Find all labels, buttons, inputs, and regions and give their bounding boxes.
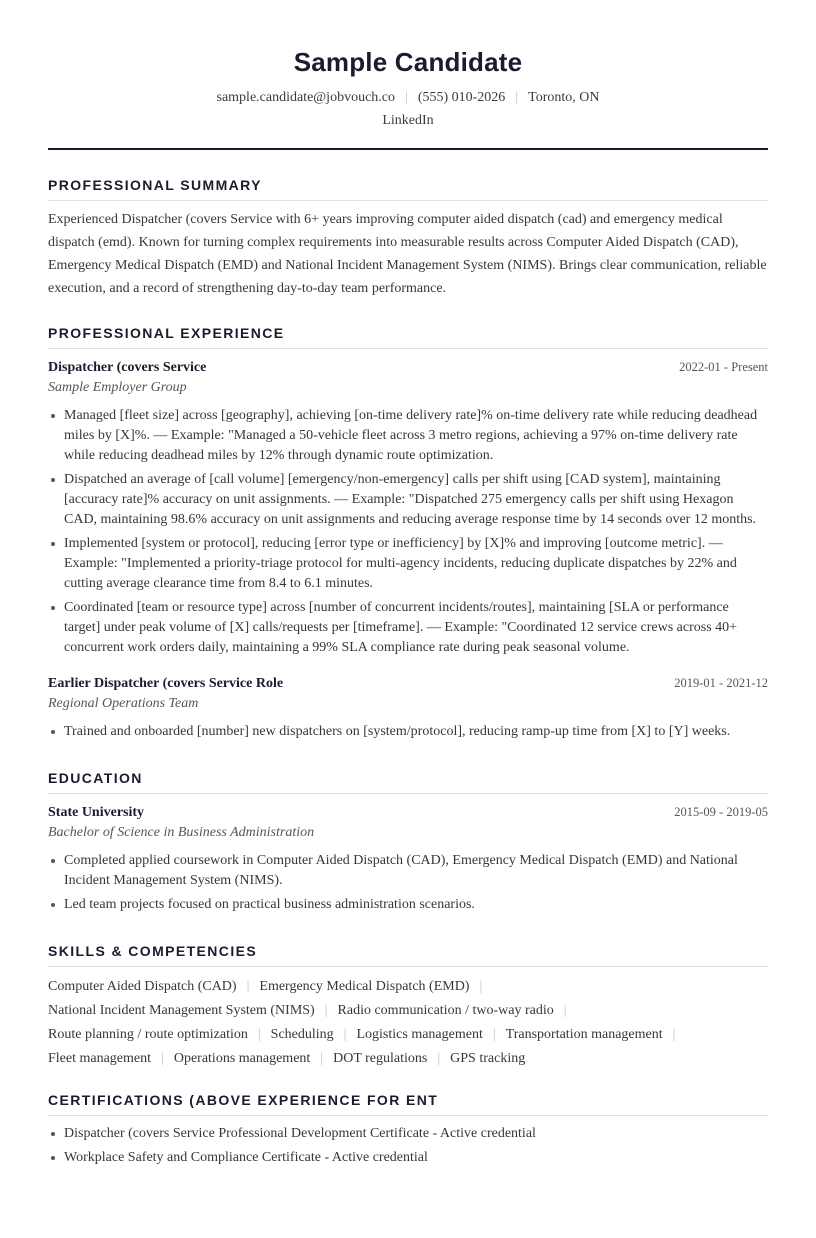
skill-tag: Computer Aided Dispatch (CAD) (48, 979, 237, 994)
summary-line: dispatch (emd). Known for turning complex requirements into measurable results across Computer Aided Dispatch (CAD), (48, 235, 739, 250)
skills-section (48, 942, 768, 1071)
bullet-item (48, 722, 768, 742)
bullet-line: cutting average clearance time from 8.4 to 6.1 minutes. (64, 576, 374, 591)
job-title: Dispatcher (covers Service (48, 360, 207, 375)
bullet-line: Led team projects focused on practical business administration scenarios. (64, 897, 475, 912)
bullet-item (48, 406, 768, 466)
skill-tag: Logistics management (356, 1027, 483, 1042)
linkedin-line (48, 113, 768, 129)
section-title: CERTIFICATIONS (ABOVE EXPERIENCE FOR ENT (48, 1092, 439, 1108)
education-header (48, 803, 768, 823)
section-title: SKILLS & COMPETENCIES (48, 943, 258, 959)
education-date: 2015-09 - 2019-05 (674, 805, 768, 819)
contact-separator: | (515, 90, 519, 105)
bullet-line: [accuracy rate]% accuracy on unit assignments. — Example: "Dispatched 275 emergency calls per shift using Hexagon (64, 492, 734, 507)
skill-tag: GPS tracking (450, 1051, 526, 1066)
job-date: 2019-01 - 2021-12 (674, 676, 768, 690)
skill-separator: | (324, 1003, 328, 1018)
bullet-item (48, 895, 768, 915)
education-section (48, 769, 768, 794)
section-divider (48, 1115, 768, 1116)
section-title: PROFESSIONAL SUMMARY (48, 177, 262, 193)
experience-section (48, 324, 768, 349)
skill-separator: | (492, 1027, 496, 1042)
bullet-item (48, 534, 768, 594)
skill-separator: | (246, 979, 250, 994)
contact-line (48, 89, 768, 106)
skill-tag: National Incident Management System (NIMS) (48, 1003, 315, 1018)
bullet-item (48, 598, 768, 658)
skills-row (48, 975, 768, 999)
summary-text (48, 208, 768, 300)
skill-tag: Route planning / route optimization (48, 1027, 248, 1042)
skill-tag: Scheduling (270, 1027, 334, 1042)
email-text: sample.candidate@jobvouch.co (216, 90, 395, 105)
skill-tag: Radio communication / two-way radio (337, 1003, 554, 1018)
bullet-line: Incident Management System (NIMS). (64, 873, 283, 888)
job-header (48, 358, 768, 378)
skills-row (48, 1023, 768, 1047)
section-divider (48, 966, 768, 967)
linkedin-link[interactable]: LinkedIn (382, 113, 434, 128)
skill-separator: | (672, 1027, 676, 1042)
bullet-line: Example: "Implemented a priority-triage protocol for multi-agency incidents, reducing duplicate dispatches by 22% and (64, 556, 737, 571)
skill-separator: | (479, 979, 483, 994)
job-organization: Regional Operations Team (48, 696, 199, 711)
contact-separator: | (405, 90, 408, 105)
location-text: Toronto, ON (528, 90, 600, 105)
certifications-section (48, 1091, 768, 1172)
skill-separator: | (257, 1027, 261, 1042)
section-title: EDUCATION (48, 770, 143, 786)
summary-section (48, 176, 768, 300)
job-date: 2022-01 - Present (679, 360, 768, 374)
bullet-line: Trained and onboarded [number] new dispatchers on [system/protocol], reducing ramp-up time from [X] to [Y] weeks. (64, 724, 731, 739)
bullet-line: Coordinated [team or resource type] across [number of concurrent incidents/routes], maintaining [SLA or performance (64, 600, 729, 615)
bullet-line: Managed [fleet size] across [geography], achieving [on-time delivery rate]% on-time delivery rate while reducing deadhead (64, 408, 758, 423)
bullet-line: target] under peak volume of [X] calls/requests per [timeframe]. — Example: "Coordinated 12 service crews across 40+ (64, 620, 738, 635)
bullet-line: Implemented [system or protocol], reducing [error type or inefficiency] by [X]% and improving [outcome metric]. — (64, 536, 723, 551)
skill-separator: | (320, 1051, 324, 1066)
education-entry (48, 803, 768, 919)
bullet-line: while reducing deadhead miles by 12% through dynamic route optimization. (64, 448, 494, 463)
skills-row (48, 999, 768, 1023)
skill-tag: Transportation management (505, 1027, 663, 1042)
certification-list (48, 1124, 768, 1168)
school-name: State University (48, 805, 145, 820)
skill-tag: DOT regulations (333, 1051, 428, 1066)
job-bullets (48, 722, 768, 742)
certification-item: Workplace Safety and Compliance Certificate - Active credential (48, 1148, 768, 1168)
section-divider (48, 793, 768, 794)
education-bullets (48, 851, 768, 915)
skills-row (48, 1047, 768, 1071)
bullet-item (48, 470, 768, 530)
bullet-item (48, 851, 768, 891)
header-divider (48, 148, 768, 150)
bullet-line: CAD, maintaining 98.6% accuracy on unit assignments and reducing average response time by 14 seconds over 12 months. (64, 512, 757, 527)
candidate-name: Sample Candidate (293, 47, 523, 77)
job-header (48, 674, 768, 694)
job-title: Earlier Dispatcher (covers Service Role (48, 676, 284, 691)
bullet-line: Completed applied coursework in Computer Aided Dispatch (CAD), Emergency Medical Dispatch (EMD) and National (64, 853, 738, 868)
skill-separator: | (343, 1027, 347, 1042)
degree-name: Bachelor of Science in Business Administration (48, 825, 315, 840)
section-divider (48, 348, 768, 349)
skill-separator: | (161, 1051, 164, 1066)
summary-line: execution, and a record of strengthening day-to-day team performance. (48, 281, 447, 296)
certification-item: Dispatcher (covers Service Professional Development Certificate - Active credential (48, 1124, 768, 1144)
skill-tag: Fleet management (48, 1051, 152, 1066)
job-entry (48, 674, 768, 746)
section-title: PROFESSIONAL EXPERIENCE (48, 325, 285, 341)
skill-separator: | (437, 1051, 441, 1066)
skill-separator: | (563, 1003, 567, 1018)
summary-line: Experienced Dispatcher (covers Service with 6+ years improving computer aided dispatch (cad) and emergency medical (48, 212, 723, 227)
phone-text: (555) 010-2026 (417, 90, 506, 105)
skill-tag: Emergency Medical Dispatch (EMD) (259, 979, 470, 994)
summary-line: Emergency Medical Dispatch (EMD) and National Incident Management System (NIMS). Brings clear communication, reliable (48, 258, 767, 273)
job-bullets (48, 406, 768, 658)
skills-list (48, 975, 768, 1071)
section-divider (48, 200, 768, 201)
bullet-line: Dispatched an average of [call volume] [emergency/non-emergency] calls per shift using [CAD system], maintaining (64, 472, 721, 487)
bullet-line: miles by [X]%. — Example: "Managed a 50-vehicle fleet across 3 metro regions, achieving a 97% on-time delivery rate (64, 428, 738, 443)
bullet-line: concurrent work orders daily, maintaining a 99% SLA compliance rate during peak seasonal volume. (64, 640, 630, 655)
skill-tag: Operations management (173, 1051, 311, 1066)
job-entry (48, 358, 768, 662)
job-organization: Sample Employer Group (48, 380, 187, 395)
